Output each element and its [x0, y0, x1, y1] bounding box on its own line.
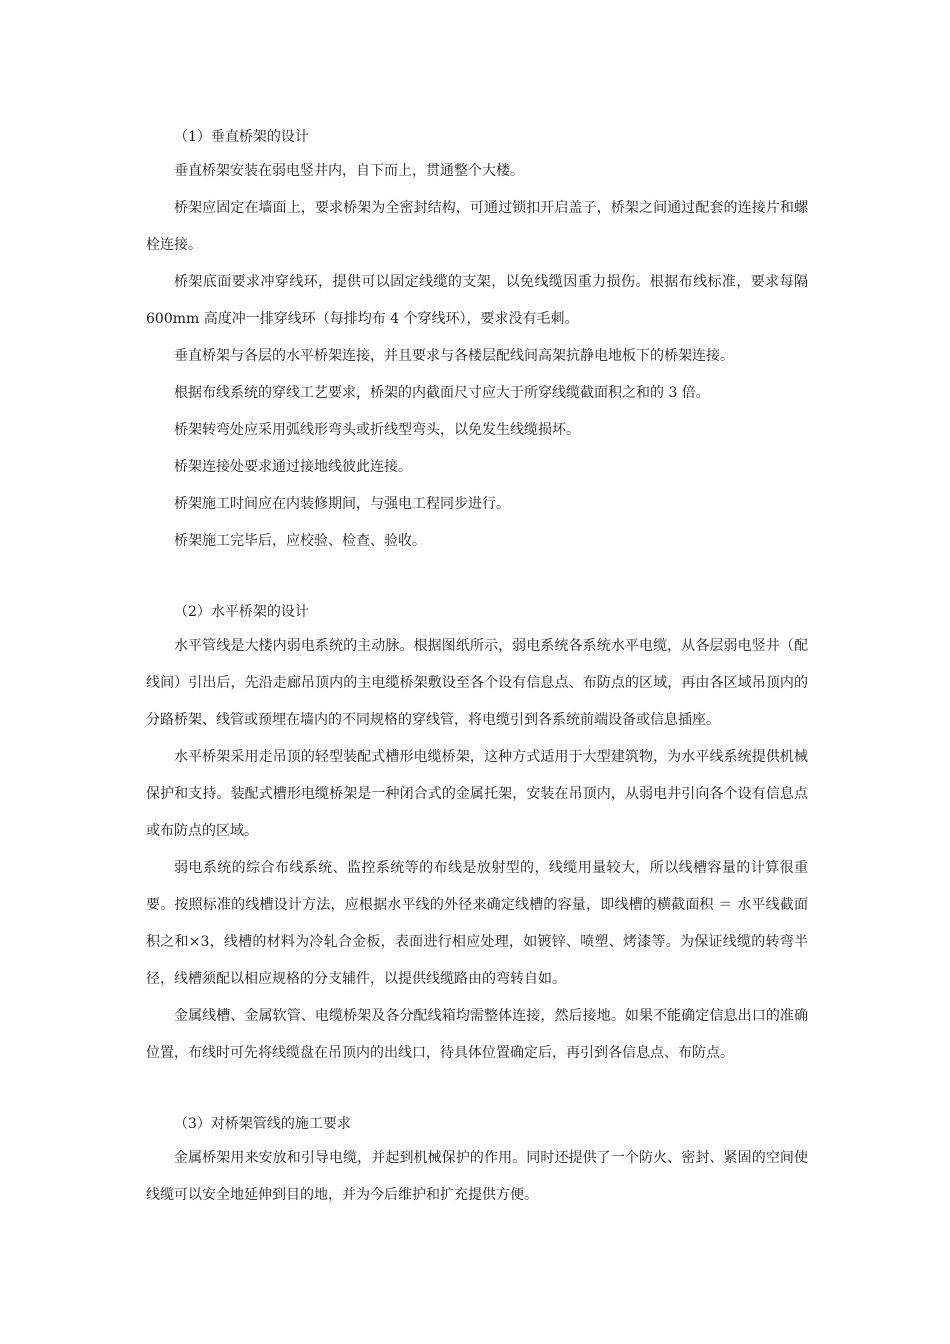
paragraph: 桥架连接处要求通过接地线彼此连接。	[174, 459, 412, 475]
section-construction-requirements	[146, 1108, 808, 1214]
paragraph: 水平桥架采用走吊顶的轻型装配式槽形电缆桥架，这种方式适用于大型建筑物，为水平线系统提供机械保护和支持。装配式槽形电缆桥架是一种闭合式的金属托架，安装在吊顶内，从弱电井引向各个设有信息点或布防点的区域。	[146, 749, 808, 839]
paragraph: 桥架施工时间应在内装修期间，与强电工程同步进行。	[174, 496, 510, 512]
document-body	[146, 121, 808, 1214]
paragraph: 金属线槽、金属软管、电缆桥架及各分配线箱均需整体连接，然后接地。如果不能确定信息出口的准确位置，布线时可先将线缆盘在吊顶内的出线口，待具体位置确定后，再引到各信息点、布防点。	[146, 1008, 808, 1061]
section-vertical-tray	[146, 121, 808, 560]
paragraph: 桥架施工完毕后，应校验、检查、验收。	[174, 533, 426, 549]
section-heading: （2）水平桥架的设计	[174, 604, 309, 620]
paragraph: 金属桥架用来安放和引导电缆，并起到机械保护的作用。同时还提供了一个防火、密封、紧固的空间使线缆可以安全地延伸到目的地，并为今后维护和扩充提供方便。	[146, 1150, 808, 1203]
section-horizontal-tray	[146, 596, 808, 1072]
section-heading: （3）对桥架管线的施工要求	[174, 1116, 351, 1132]
paragraph: 桥架底面要求冲穿线环，提供可以固定线缆的支架，以免线缆因重力损伤。根据布线标准，要求每隔600mm 高度冲一排穿线环（每排均布 4 个穿线环），要求没有毛刺。	[146, 274, 808, 327]
paragraph: 根据布线系统的穿线工艺要求，桥架的内截面尺寸应大于所穿线缆截面积之和的 3 倍。	[174, 385, 710, 401]
section-heading: （1）垂直桥架的设计	[174, 129, 309, 145]
paragraph: 垂直桥架安装在弱电竖井内，自下而上，贯通整个大楼。	[174, 163, 524, 179]
paragraph: 桥架应固定在墙面上，要求桥架为全密封结构，可通过锁扣开启盖子，桥架之间通过配套的连接片和螺栓连接。	[146, 200, 808, 253]
paragraph: 桥架转弯处应采用弧线形弯头或折线型弯头，以免发生线缆损坏。	[174, 422, 580, 438]
paragraph: 弱电系统的综合布线系统、监控系统等的布线是放射型的，线缆用量较大，所以线槽容量的计算很重要。按照标准的线槽设计方法，应根据水平线的外径来确定线槽的容量，即线槽的横截面积 ＝ 水平线截面积之和×3，线槽的材料为冷轧合金板，表面进行相应处理，如镀锌、喷塑、烤漆等。为保证线缆的转弯半径，线槽须配以相应规格的分支辅件，以提供线缆路由的弯转自如。	[146, 860, 808, 987]
paragraph: 垂直桥架与各层的水平桥架连接，并且要求与各楼层配线间高架抗静电地板下的桥架连接。	[174, 348, 734, 364]
paragraph: 水平管线是大楼内弱电系统的主动脉。根据图纸所示，弱电系统各系统水平电缆，从各层弱电竖井（配线间）引出后，先沿走廊吊顶内的主电缆桥架敷设至各个设有信息点、布防点的区域，再由各区域吊顶内的分路桥架、线管或预埋在墙内的不同规格的穿线管，将电缆引到各系统前端设备或信息插座。	[146, 638, 808, 728]
